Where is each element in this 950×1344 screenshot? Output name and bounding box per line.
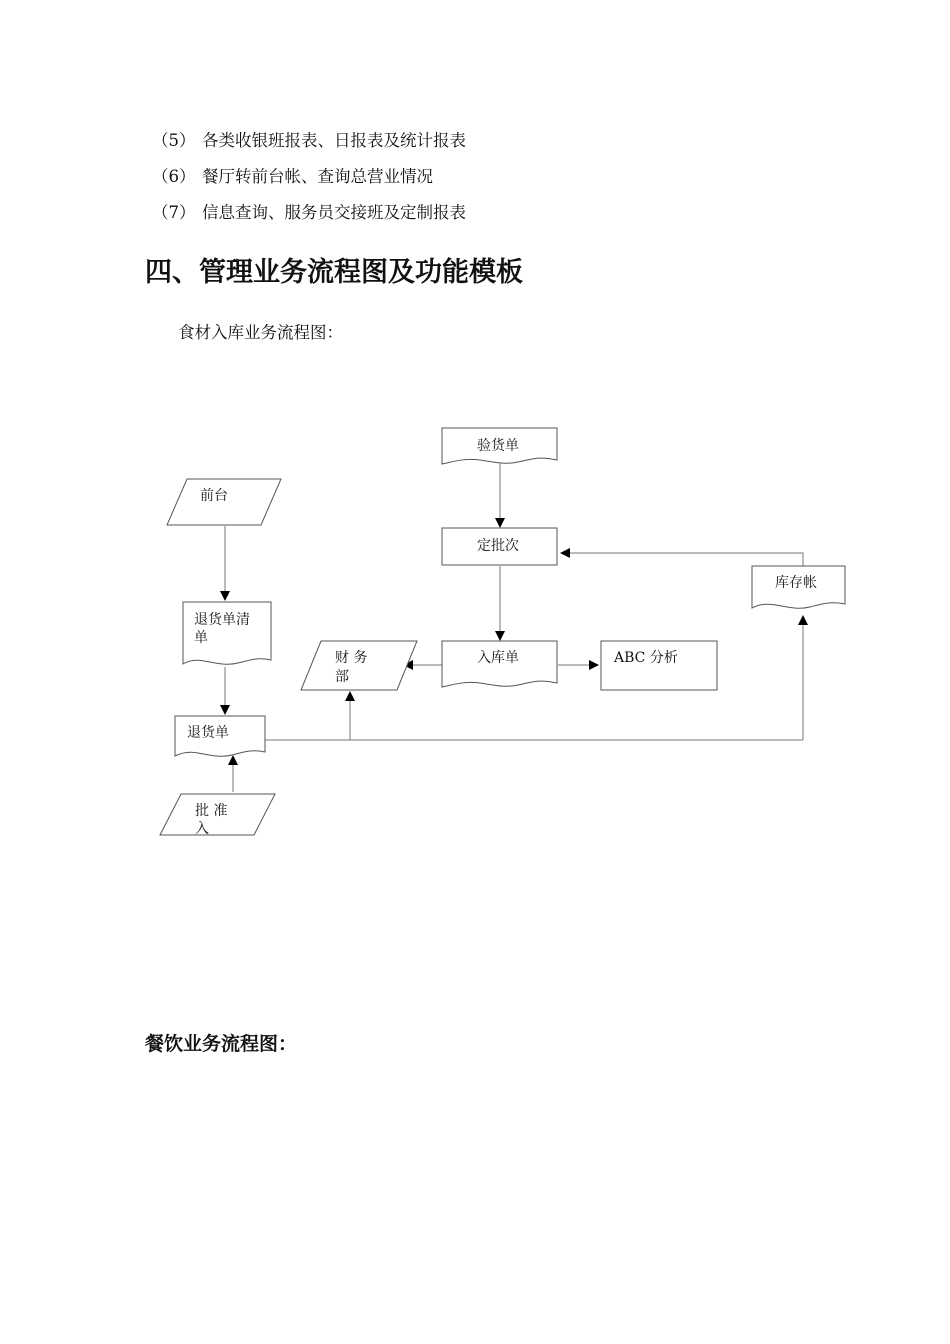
node-rukudan [442,641,557,687]
node-label: 入 [195,821,209,837]
list-text: 餐厅转前台帐、查询总营业情况 [202,167,433,186]
node-label: 定批次 [477,538,519,554]
arrow-kucun-to-dingpici [561,553,803,566]
node-label: 单 [194,630,208,646]
node-label: 退货单清 [194,612,250,628]
node-label: 批 准 [195,803,228,819]
section-heading: 四、管理业务流程图及功能模板 [145,257,523,288]
node-dingpici [442,528,557,565]
node-label: 入库单 [477,650,519,666]
flow-connectors [225,464,803,792]
node-label: 前台 [200,488,228,504]
node-label: 库存帐 [775,575,817,591]
node-abc [601,641,717,690]
node-label: 部 [335,669,349,685]
diagram-title: 食材入库业务流程图： [178,323,343,342]
node-label: 财 务 [335,650,368,666]
list-text: 信息查询、服务员交接班及定制报表 [202,203,466,222]
node-label: 验货单 [477,438,519,454]
next-section-heading: 餐饮业务流程图： [145,1033,298,1055]
node-pizhunru [160,794,275,837]
list-text: 各类收银班报表、日报表及统计报表 [202,131,466,150]
node-kucunzhang [752,566,845,608]
node-label: ABC 分析 [614,650,678,666]
node-qiantai [167,479,281,525]
node-tuihuoqingdan [183,602,271,664]
node-label: 退货单 [187,725,229,741]
list-number: （6） [152,167,196,186]
node-caiwubu [301,641,417,690]
list-number: （5） [152,131,196,150]
node-yanhuodan [442,428,557,464]
list-number: （7） [152,203,196,222]
node-tuihuodan [175,716,265,756]
